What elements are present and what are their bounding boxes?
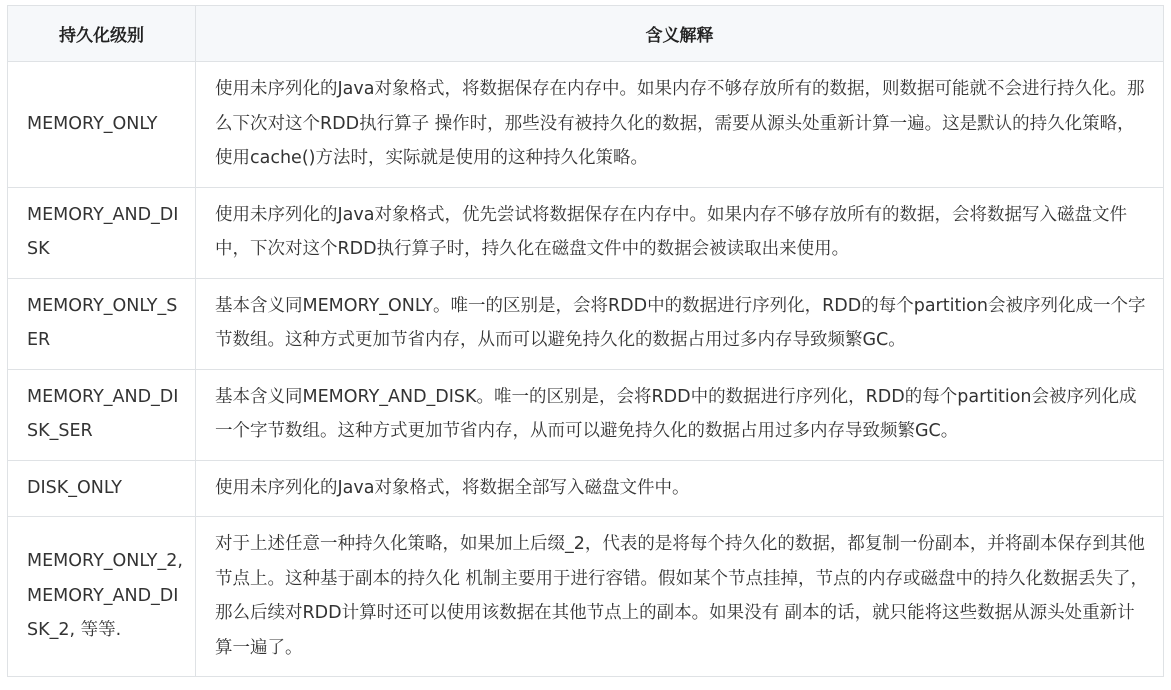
level-cell: MEMORY_ONLY_SER [8,278,196,369]
meaning-cell: 基本含义同MEMORY_AND_DISK。唯一的区别是，会将RDD中的数据进行序列化，RDD的每个partition会被序列化成一个字节数组。这种方式更加节省内存，从而可以避免持久化的数据占用过多内存导致频繁GC。 [196,369,1164,460]
meaning-cell: 使用未序列化的Java对象格式，将数据全部写入磁盘文件中。 [196,460,1164,517]
header-meaning: 含义解释 [196,6,1164,62]
level-cell: DISK_ONLY [8,460,196,517]
table-row [8,62,1164,188]
table-row [8,278,1164,369]
level-cell: MEMORY_AND_DISK [8,187,196,278]
meaning-cell: 使用未序列化的Java对象格式，将数据保存在内存中。如果内存不够存放所有的数据，则数据可能就不会进行持久化。那么下次对这个RDD执行算子 操作时，那些没有被持久化的数据，需要从源头处重新计算一遍。这是默认的持久化策略，使用cache()方法时，实际就是使用的这种持久化策略。 [196,62,1164,188]
persistence-level-table [7,5,1164,677]
level-cell: MEMORY_AND_DISK_SER [8,369,196,460]
table-row [8,517,1164,677]
table-row [8,187,1164,278]
persistence-level-table-container [7,5,1164,677]
meaning-cell: 对于上述任意一种持久化策略，如果加上后缀_2，代表的是将每个持久化的数据，都复制一份副本，并将副本保存到其他节点上。这种基于副本的持久化 机制主要用于进行容错。假如某个节点挂掉，节点的内存或磁盘中的持久化数据丢失了，那么后续对RDD计算时还可以使用该数据在其他节点上的副本。如果没有 副本的话，就只能将这些数据从源头处重新计算一遍了。 [196,517,1164,677]
table-row [8,460,1164,517]
header-level: 持久化级别 [8,6,196,62]
level-cell: MEMORY_ONLY [8,62,196,188]
meaning-cell: 使用未序列化的Java对象格式，优先尝试将数据保存在内存中。如果内存不够存放所有的数据，会将数据写入磁盘文件中，下次对这个RDD执行算子时，持久化在磁盘文件中的数据会被读取出来使用。 [196,187,1164,278]
table-header-row [8,6,1164,62]
meaning-cell: 基本含义同MEMORY_ONLY。唯一的区别是，会将RDD中的数据进行序列化，RDD的每个partition会被序列化成一个字节数组。这种方式更加节省内存，从而可以避免持久化的数据占用过多内存导致频繁GC。 [196,278,1164,369]
level-cell: MEMORY_ONLY_2, MEMORY_AND_DISK_2, 等等. [8,517,196,677]
table-row [8,369,1164,460]
